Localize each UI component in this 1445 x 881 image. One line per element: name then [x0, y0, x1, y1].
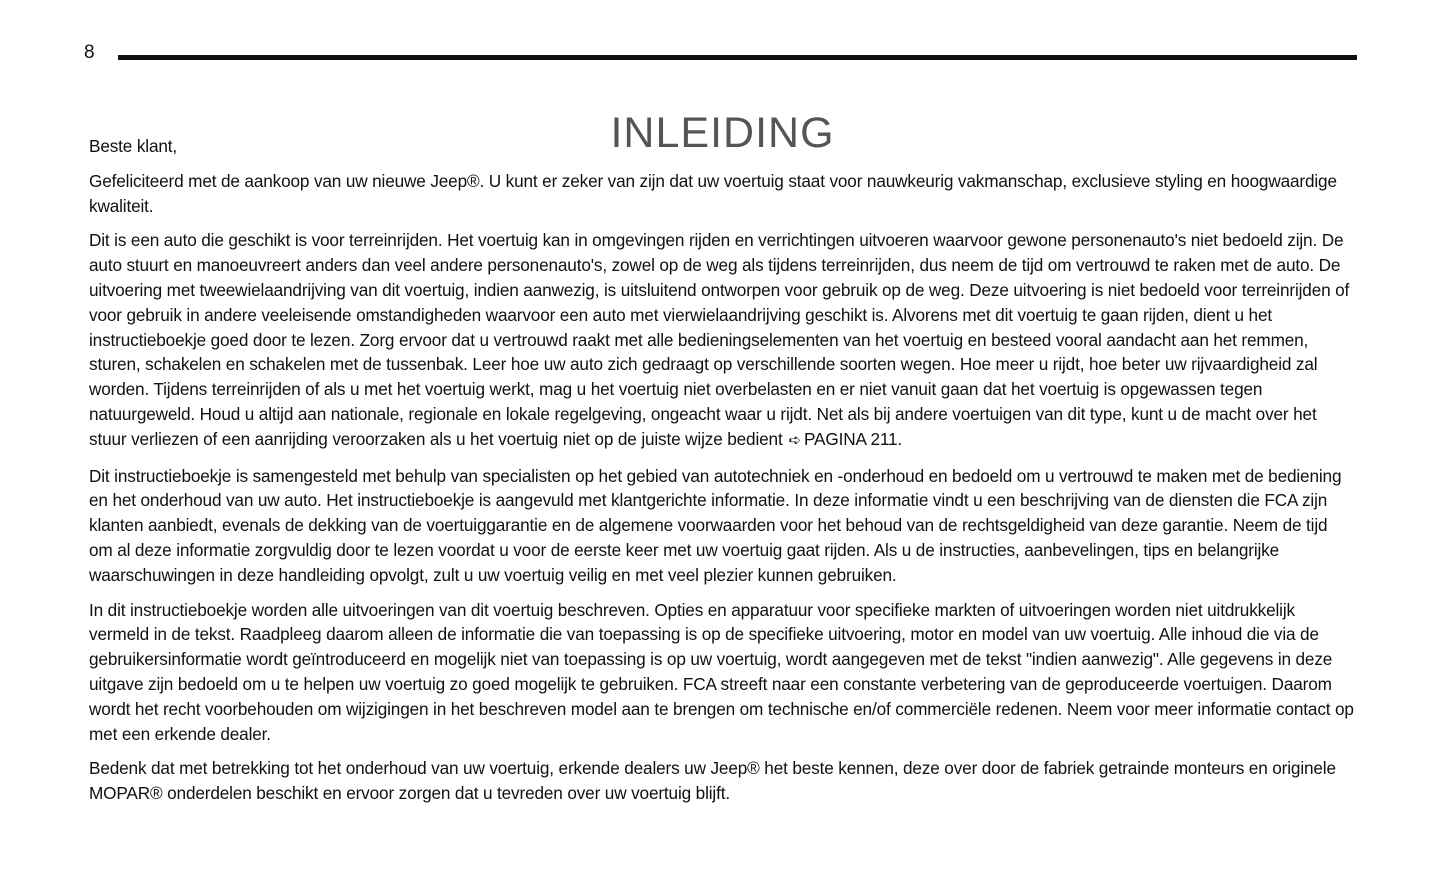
paragraph-4: In dit instructieboekje worden alle uitvoeringen van dit voertuig beschreven. Opties en apparatuur voor specifieke markten of uitvoeringen worden niet uitdrukkelijk vermeld in de tekst. Raadpleeg daarom alleen de informatie die van toepassing is op de specifieke uitvoering, motor en model van uw voertuig. Alle inhoud die via de gebruikersinformatie wordt geïntroduceerd en mogelijk niet van toepassing is op uw voertuig, wordt aangegeven met de tekst "indien aanwezig". Alle gegevens in deze uitgave zijn bedoeld om u te helpen uw voertuig zo goed mogelijk te gebruiken. FCA streeft naar een constante verbetering van de geproduceerde voertuigen. Daarom wordt het recht voorbehouden om wijzigingen in het beschreven model aan te brengen om technische en/of commerciële redenen. Neem voor meer informatie contact op met een erkende dealer.: [89, 599, 1354, 744]
page-reference-arrow-icon: ➪: [788, 431, 801, 449]
paragraph-3: Dit instructieboekje is samengesteld met behulp van specialisten op het gebied van autotechniek en -onderhoud en bedoeld om u vertrouwd te maken met de bediening en het onderhoud van uw auto. Het instructieboekje is aangevuld met klantgerichte informatie. In deze informatie vindt u een beschrijving van de diensten die FCA zijn klanten aanbiedt, evenals de dekking van de voertuiggarantie en de algemene voorwaarden voor het behoud van de rechtsgeldigheid van deze garantie. Neem de tijd om al deze informatie zorgvuldig door te lezen voordat u voor de eerste keer met uw voertuig gaat rijden. Als u de instructies, aanbevelingen, tips en belangrijke waarschuwingen in deze handleiding opvolgt, zult u uw voertuig veilig en met veel plezier kunnen gebruiken.: [89, 465, 1342, 585]
paragraph-5: Bedenk dat met betrekking tot het onderhoud van uw voertuig, erkende dealers uw Jeep® het beste kennen, deze over door de fabriek getrainde monteurs en originele MOPAR® onderdelen beschikt en ervoor zorgen dat u tevreden over uw voertuig blijft.: [89, 758, 1336, 804]
main-content: [89, 134, 1355, 816]
page-reference-link[interactable]: PAGINA 211.: [804, 428, 903, 449]
paragraph-2: [89, 228, 1355, 453]
header-rule: [118, 55, 1357, 60]
page-number: 8: [84, 42, 95, 63]
paragraph-1: Gefeliciteerd met de aankoop van uw nieuwe Jeep®. U kunt er zeker van zijn dat uw voertuig staat voor nauwkeurig vakmanschap, exclusieve styling en hoogwaardige kwaliteit.: [89, 170, 1337, 216]
salutation: Beste klant,: [89, 136, 178, 156]
paragraph-2-text: Dit is een auto die geschikt is voor terreinrijden. Het voertuig kan in omgevingen rijden en verrichtingen uitvoeren waarvoor gewone personenauto's niet bedoeld zijn. De auto stuurt en manoeuvreert anders dan veel andere personenauto's, zowel op de weg als tijdens terreinrijden, dus neem de tijd om vertrouwd te raken met de auto. De uitvoering met tweewielaandrijving van dit voertuig, indien aanwezig, is uitsluitend ontworpen voor gebruik op de weg. Deze uitvoering is niet bedoeld voor terreinrijden of voor gebruik in andere veeleisende omstandigheden waarvoor een auto met vierwielaandrijving geschikt is. Alvorens met dit voertuig te gaan rijden, dient u het instructieboekje goed door te lezen. Zorg ervoor dat u vertrouwd raakt met alle bedieningselementen van het voertuig en besteed vooral aandacht aan het remmen, sturen, schakelen en schakelen met de tussenbak. Leer hoe uw auto zich gedraagt op verschillende soorten wegen. Hoe meer u rijdt, hoe beter uw rijvaardigheid zal worden. Tijdens terreinrijden of als u met het voertuig werkt, mag u het voertuig niet overbelasten en er niet vanuit gaan dat het voertuig is opgewassen tegen natuurgeweld. Houd u altijd aan nationale, regionale en lokale regelgeving, ongeacht waar u rijdt. Net als bij andere voertuigen van dit type, kunt u de macht over het stuur verliezen of een aanrijding veroorzaken als u het voertuig niet op de juiste wijze bedient: [89, 230, 1350, 449]
page-title: INLEIDING: [610, 108, 835, 157]
